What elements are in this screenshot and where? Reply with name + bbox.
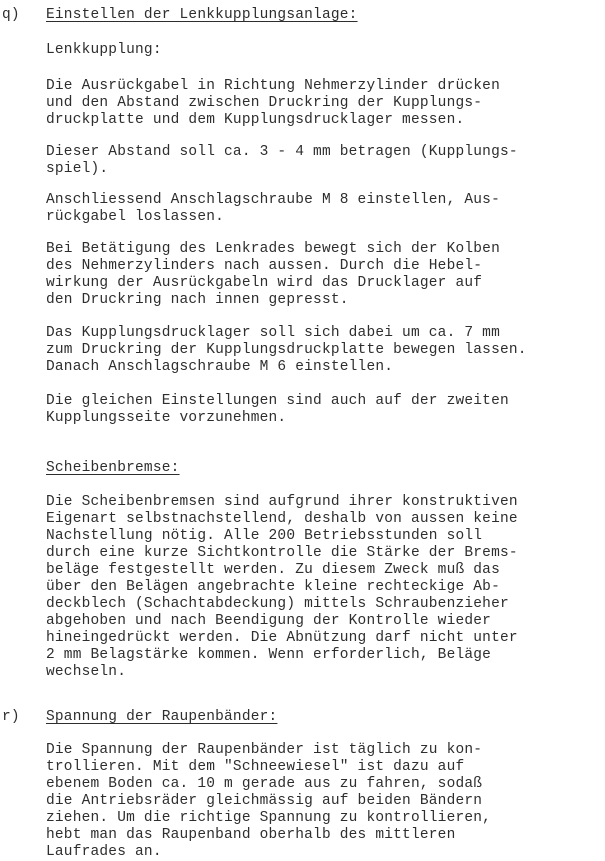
- text-line: wirkung der Ausrückgabeln wird das Drucklager auf: [46, 275, 483, 291]
- text-line: deckblech (Schachtabdeckung) mittels Schraubenzieher: [46, 596, 509, 612]
- text-line: Eigenart selbstnachstellend, deshalb von aussen keine: [46, 511, 518, 527]
- text-line: über den Belägen angebrachte kleine rechteckige Ab-: [46, 579, 500, 595]
- paragraph-ausrueckgabel: [46, 78, 602, 129]
- paragraph-raupenbaender: [46, 742, 602, 861]
- text-line: Kupplungsseite vorzunehmen.: [46, 410, 287, 426]
- paragraph-betaetigung: [46, 241, 602, 309]
- paragraph-drucklager: [46, 325, 602, 376]
- paragraph-gleiche-einstellungen: [46, 393, 602, 427]
- text-line: den Druckring nach innen gepresst.: [46, 292, 349, 308]
- section-q-title: Einstellen der Lenkkupplungsanlage:: [46, 7, 358, 23]
- text-line: und den Abstand zwischen Druckring der Kupplungs-: [46, 95, 483, 111]
- text-line: ebenem Boden ca. 10 m gerade aus zu fahren, sodaß: [46, 776, 483, 792]
- paragraph-abstand: [46, 144, 602, 178]
- text-line: hineingedrückt werden. Die Abnützung darf nicht unter: [46, 630, 518, 646]
- text-line: trollieren. Mit dem "Schneewiesel" ist dazu auf: [46, 759, 465, 775]
- text-line: hebt man das Raupenband oberhalb des mittleren: [46, 827, 456, 843]
- text-line: Das Kupplungsdrucklager soll sich dabei um ca. 7 mm: [46, 325, 500, 341]
- paragraph-scheibenbremse: [46, 494, 602, 681]
- text-line: durch eine kurze Sichtkontrolle die Stärke der Brems-: [46, 545, 518, 561]
- section-r-marker: r): [2, 709, 20, 725]
- text-line: die Antriebsräder gleichmässig auf beiden Bändern: [46, 793, 483, 809]
- scheibenbremse-subheading: Scheibenbremse:: [46, 460, 180, 476]
- text-line: wechseln.: [46, 664, 127, 680]
- text-line: Dieser Abstand soll ca. 3 - 4 mm betragen (Kupplungs-: [46, 144, 518, 160]
- text-line: ziehen. Um die richtige Spannung zu kontrollieren,: [46, 810, 492, 826]
- text-line: Laufrades an.: [46, 844, 162, 860]
- text-line: Die Spannung der Raupenbänder ist täglich zu kon-: [46, 742, 483, 758]
- text-line: beläge festgestellt werden. Zu diesem Zweck muß das: [46, 562, 500, 578]
- text-line: druckplatte und dem Kupplungsdrucklager messen.: [46, 112, 465, 128]
- text-line: Die Ausrückgabel in Richtung Nehmerzylinder drücken: [46, 78, 500, 94]
- text-line: Die gleichen Einstellungen sind auch auf der zweiten: [46, 393, 509, 409]
- text-line: Danach Anschlagschraube M 6 einstellen.: [46, 359, 394, 375]
- text-line: Anschliessend Anschlagschraube M 8 einstellen, Aus-: [46, 192, 500, 208]
- text-line: Bei Betätigung des Lenkrades bewegt sich der Kolben: [46, 241, 500, 257]
- text-line: abgehoben und nach Beendigung der Kontrolle wieder: [46, 613, 492, 629]
- text-line: Nachstellung nötig. Alle 200 Betriebsstunden soll: [46, 528, 483, 544]
- text-line: spiel).: [46, 161, 109, 177]
- text-line: Die Scheibenbremsen sind aufgrund ihrer konstruktiven: [46, 494, 518, 510]
- text-line: 2 mm Belagstärke kommen. Wenn erforderlich, Beläge: [46, 647, 492, 663]
- text-line: zum Druckring der Kupplungsdruckplatte bewegen lassen.: [46, 342, 527, 358]
- text-line: rückgabel loslassen.: [46, 209, 225, 225]
- paragraph-anschlagschraube: [46, 192, 602, 226]
- section-q-marker: q): [2, 7, 20, 23]
- lenkkupplung-subheading: Lenkkupplung:: [46, 42, 162, 58]
- section-r-title: Spannung der Raupenbänder:: [46, 709, 278, 725]
- text-line: des Nehmerzylinders nach aussen. Durch die Hebel-: [46, 258, 483, 274]
